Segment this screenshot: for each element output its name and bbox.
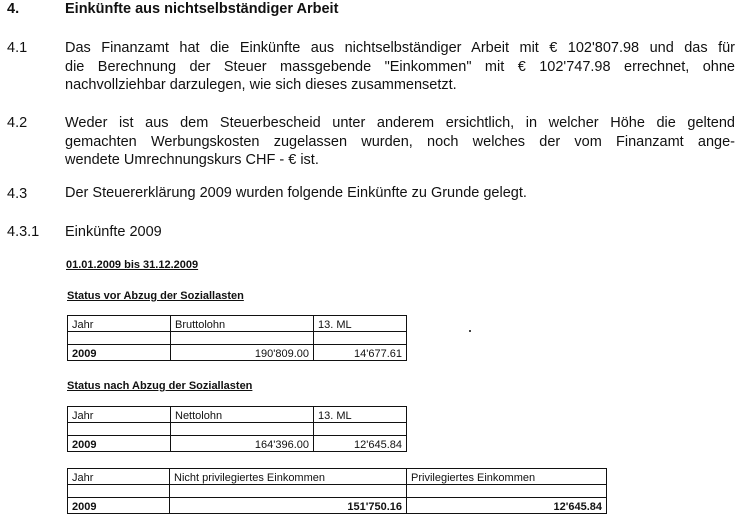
scan-speck — [469, 330, 471, 332]
paragraph-4-2 — [65, 114, 735, 170]
table-header-cell: Nicht privilegiertes Einkommen — [170, 469, 407, 485]
paragraph-number: 4.1 — [7, 40, 28, 56]
table-header-cell: Bruttolohn — [171, 316, 314, 332]
table2-heading: Status nach Abzug der Soziallasten — [67, 380, 253, 392]
paragraph-line: Der Steuererklärung 2009 wurden folgende Einkünfte zu Grunde gelegt. — [65, 185, 527, 201]
paragraph-line: nachvollziehbar darzulegen, wie sich dieses zusammensetzt. — [65, 77, 457, 93]
table-cell: 14'677.61 — [314, 345, 407, 361]
table-spacer-row — [68, 332, 407, 345]
table-header-cell: Jahr — [68, 407, 171, 423]
table-cell: 151'750.16 — [170, 498, 407, 514]
table-spacer-row — [68, 423, 407, 436]
paragraph-line: gemachten Werbungskosten zugelassen wurden, noch welches der vom Finanzamt ange- — [65, 133, 735, 150]
section-title: Einkünfte aus nichtselbständiger Arbeit — [65, 1, 339, 17]
table-spacer-row — [68, 485, 607, 498]
table-cell: 2009 — [68, 498, 170, 514]
paragraph-line: die Berechnung der Steuer massgebende "Einkommen" mit € 102'747.98 errechnet, ohne — [65, 58, 735, 75]
table-row — [68, 436, 407, 452]
table-gross-income — [67, 315, 407, 361]
paragraph-line: wendete Umrechnungskurs CHF - € ist. — [65, 152, 319, 168]
table-cell: 12'645.84 — [314, 436, 407, 452]
table-header-row — [68, 407, 407, 423]
table-header-row — [68, 469, 607, 485]
table-header-cell: Privilegiertes Einkommen — [407, 469, 607, 485]
table-cell: 12'645.84 — [407, 498, 607, 514]
table-header-cell: 13. ML — [314, 316, 407, 332]
period-heading: 01.01.2009 bis 31.12.2009 — [66, 259, 199, 271]
table-header-cell: Nettolohn — [171, 407, 314, 423]
section-number: 4. — [7, 1, 20, 17]
table-header-cell: Jahr — [68, 316, 171, 332]
table-header-cell: 13. ML — [314, 407, 407, 423]
table-header-row — [68, 316, 407, 332]
table-privileged-income — [67, 468, 607, 514]
table-row — [68, 498, 607, 514]
table-cell: 164'396.00 — [171, 436, 314, 452]
table1-heading: Status vor Abzug der Soziallasten — [67, 290, 244, 302]
table-cell: 2009 — [68, 345, 171, 361]
table-row — [68, 345, 407, 361]
paragraph-line: Weder ist aus dem Steuerbescheid unter anderem ersichtlich, in welcher Höhe die geltend — [65, 115, 735, 131]
table-cell: 190'809.00 — [171, 345, 314, 361]
paragraph-4-1 — [65, 39, 735, 95]
paragraph-line: Das Finanzamt hat die Einkünfte aus nichtselbständiger Arbeit mit € 102'807.98 und das für — [65, 40, 735, 56]
paragraph-number: 4.2 — [7, 115, 28, 131]
subsection-title: Einkünfte 2009 — [65, 224, 162, 240]
subsection-number: 4.3.1 — [7, 224, 40, 240]
paragraph-number: 4.3 — [7, 186, 28, 202]
table-header-cell: Jahr — [68, 469, 170, 485]
table-cell: 2009 — [68, 436, 171, 452]
table-net-income — [67, 406, 407, 452]
